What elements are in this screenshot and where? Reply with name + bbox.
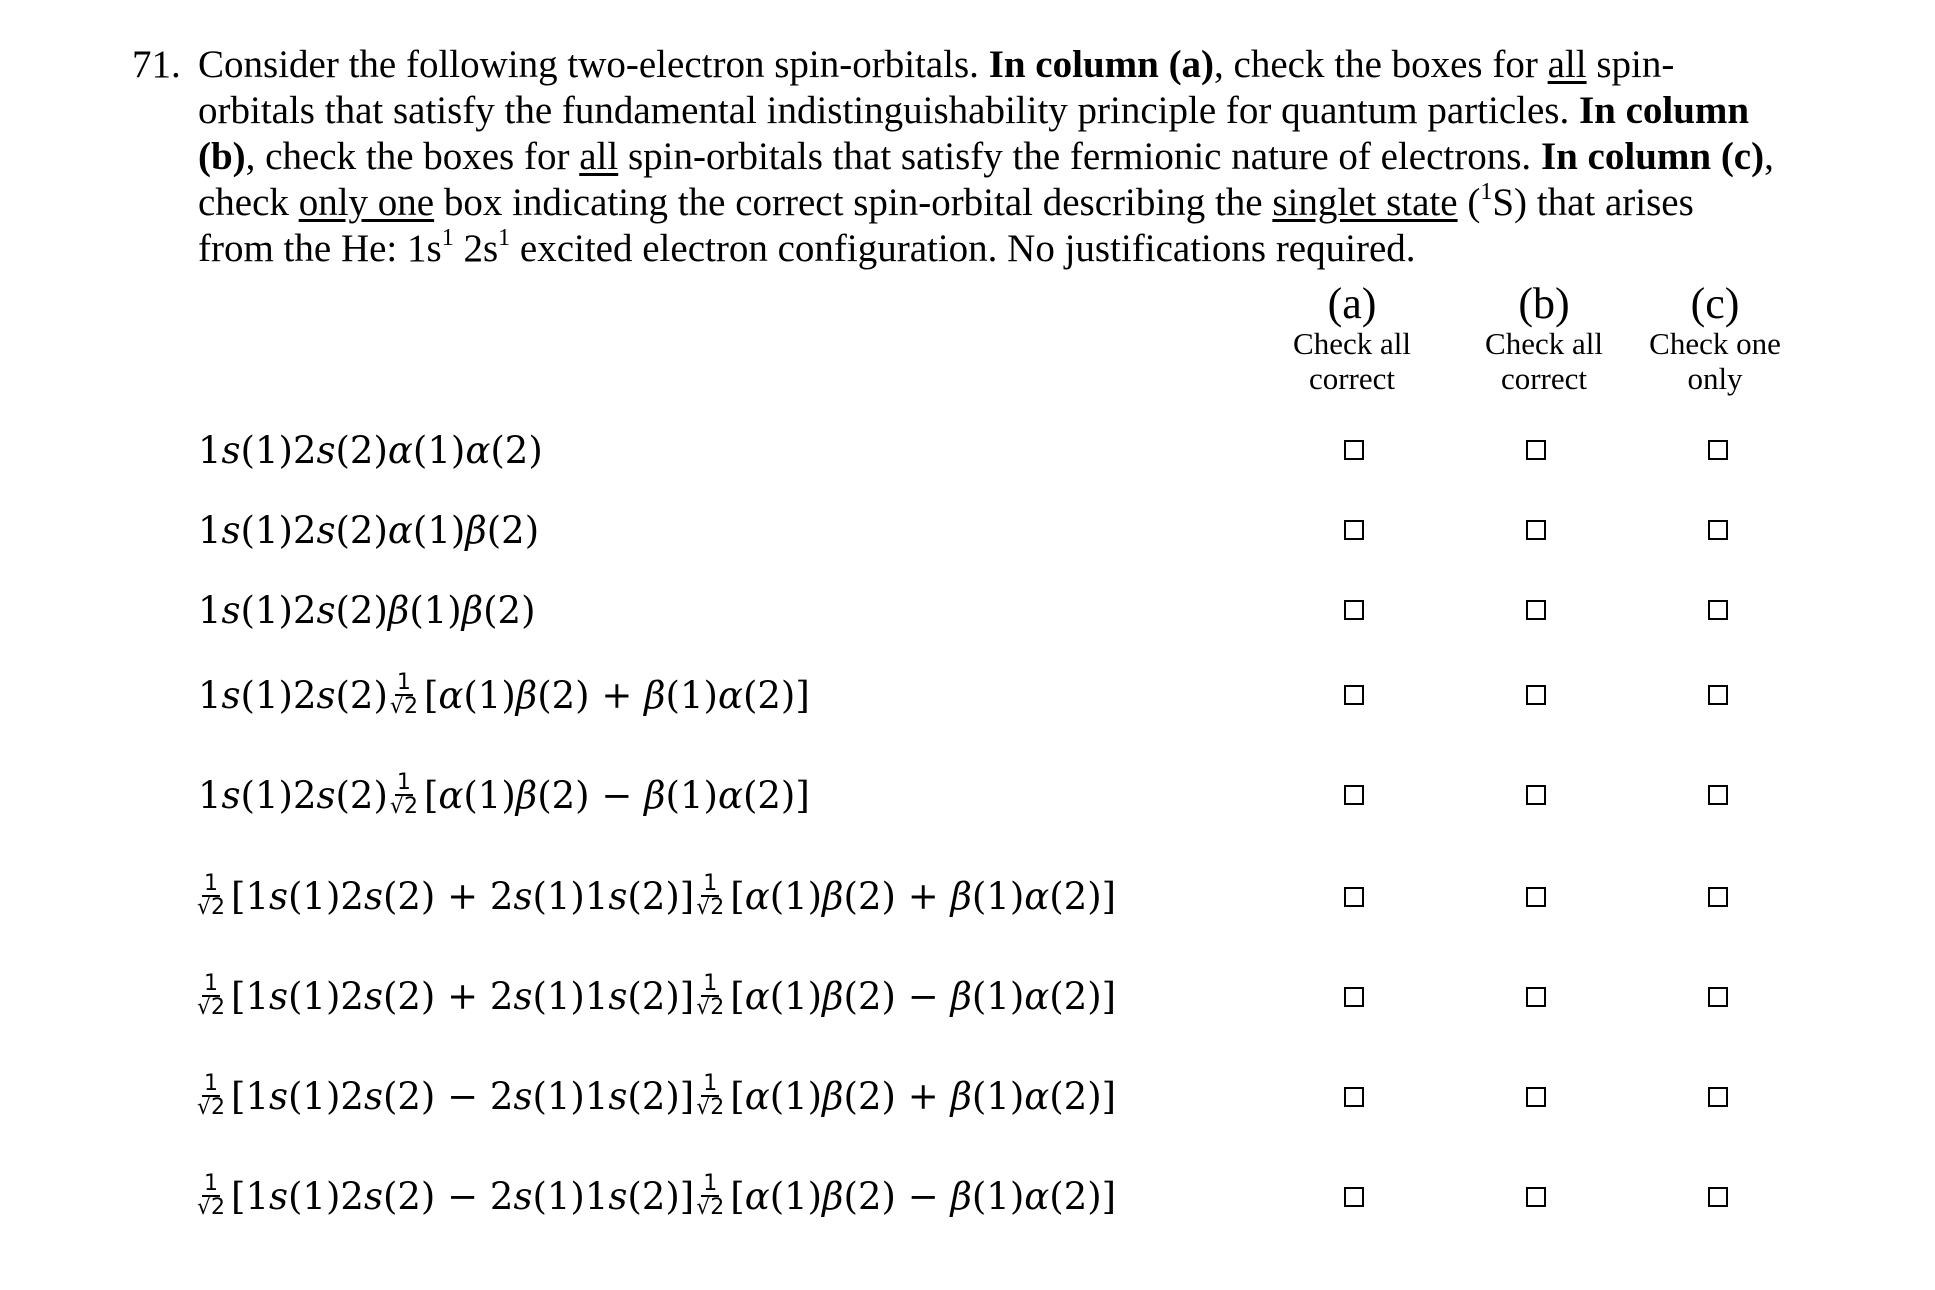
math-var: β <box>515 773 538 817</box>
math-text: (1)2 <box>288 974 364 1018</box>
checkbox-col-c[interactable] <box>1708 440 1728 460</box>
fraction-denominator: √2 <box>197 995 226 1020</box>
text-span: from the He: 1s <box>198 227 442 270</box>
text-span: Consider the following two-electron spin-orbitals. <box>198 43 989 86</box>
spin-orbital-row <box>195 866 1116 926</box>
text-span: ( <box>1457 181 1481 224</box>
math-var: β <box>461 588 484 632</box>
math-text: (1) <box>971 1174 1025 1218</box>
math-var: β <box>644 673 666 717</box>
math-var: s <box>269 1174 288 1218</box>
math-text: (2) <box>335 428 388 472</box>
math-var: s <box>363 1174 383 1218</box>
checkbox-col-b[interactable] <box>1526 887 1546 907</box>
math-var: α <box>1024 974 1050 1018</box>
emphasis: (b) <box>198 135 246 178</box>
math-var: β <box>950 974 972 1018</box>
math-var: β <box>387 588 410 632</box>
math-text: [ <box>730 1074 745 1118</box>
math-text: (2)] <box>627 874 695 918</box>
text-span: excited electron configuration. No justifications required. <box>510 227 1416 270</box>
text-span: spin-orbitals that satisfy the fermionic nature of electrons. <box>618 135 1541 178</box>
math-text: (1)2 <box>240 673 317 717</box>
math-text: (2) + 2 <box>382 974 514 1018</box>
fraction-one-over-root-two <box>696 973 724 1019</box>
superscript: 1 <box>498 225 511 251</box>
math-var: s <box>513 1174 533 1218</box>
underlined-text: only one <box>298 181 435 224</box>
text-span: spin- <box>1586 43 1675 86</box>
math-var: α <box>438 673 464 717</box>
math-text: (1) <box>665 673 718 717</box>
column-instruction: Check one <box>1649 326 1781 361</box>
math-text: [ <box>730 874 745 918</box>
math-text: (2) <box>486 508 540 552</box>
math-var: β <box>822 974 844 1018</box>
math-text: (2) + 2 <box>382 874 514 918</box>
fraction-one-over-root-two <box>390 772 418 818</box>
math-text: (1)2 <box>240 428 317 472</box>
math-var: s <box>608 974 628 1018</box>
fraction-numerator: 1 <box>703 971 718 996</box>
column-letter: (a) <box>1327 279 1377 328</box>
fraction-denominator: √2 <box>389 794 418 819</box>
math-var: α <box>717 673 743 717</box>
text-span: orbitals that satisfy the fundamental indistinguishability principle for quantum particles. <box>198 89 1579 132</box>
math-text: (2) − 2 <box>382 1174 514 1218</box>
checkbox-col-b[interactable] <box>1526 785 1546 805</box>
text-span: , check the boxes for <box>1214 43 1548 86</box>
checkbox-col-b[interactable] <box>1526 440 1546 460</box>
math-var: s <box>513 1074 533 1118</box>
question-line-3 <box>198 134 1822 180</box>
question-line-5 <box>198 226 1822 272</box>
math-var: α <box>1024 1074 1050 1118</box>
math-var: s <box>513 874 533 918</box>
math-var: s <box>608 874 628 918</box>
fraction-numerator: 1 <box>703 1171 718 1196</box>
math-var: s <box>316 673 336 717</box>
math-text: (2) <box>335 773 388 817</box>
column-instruction: correct <box>1308 361 1396 396</box>
column-header-a <box>1262 279 1442 396</box>
math-text: (1)2 <box>288 874 364 918</box>
spin-orbital-row <box>198 665 810 725</box>
math-text: (2)] <box>1049 974 1117 1018</box>
superscript: 1 <box>1480 179 1493 205</box>
math-var: β <box>822 1174 844 1218</box>
math-text: (1) <box>769 874 823 918</box>
question-text <box>198 42 1822 272</box>
math-text: (1)2 <box>240 508 317 552</box>
math-text: (1) <box>971 1074 1025 1118</box>
math-var: β <box>644 773 666 817</box>
math-text: (1)2 <box>288 1074 364 1118</box>
checkbox-col-b[interactable] <box>1526 1087 1546 1107</box>
spin-orbital-row <box>198 500 539 560</box>
spin-orbital-row <box>198 765 810 825</box>
math-text: (2)] <box>1049 1174 1117 1218</box>
math-text: (1) <box>769 1074 823 1118</box>
column-letter: (c) <box>1690 279 1740 328</box>
math-text: 1 <box>198 508 222 552</box>
fraction-denominator: √2 <box>389 694 418 719</box>
math-var: α <box>744 874 770 918</box>
math-text: (1) <box>971 874 1025 918</box>
math-text: (2) − <box>537 773 645 817</box>
checkbox-col-a[interactable] <box>1344 1187 1364 1207</box>
fraction-denominator: √2 <box>696 1195 725 1220</box>
fraction-one-over-root-two <box>197 1073 225 1119</box>
math-var: s <box>221 588 241 632</box>
math-text: (2) + <box>843 1074 951 1118</box>
checkbox-col-c[interactable] <box>1708 1087 1728 1107</box>
math-var: s <box>608 1074 628 1118</box>
math-text: [1 <box>231 1174 269 1218</box>
math-text: (2) <box>490 428 543 472</box>
text-span: , <box>1764 135 1774 178</box>
checkbox-col-c[interactable] <box>1708 520 1728 540</box>
math-text: [ <box>730 974 745 1018</box>
math-text: (2) <box>483 588 536 632</box>
math-var: β <box>950 874 972 918</box>
math-text: (2)] <box>742 673 810 717</box>
checkbox-col-b[interactable] <box>1526 600 1546 620</box>
math-text: (1) <box>409 588 462 632</box>
column-header-b <box>1454 279 1634 396</box>
math-text: (1)2 <box>240 773 317 817</box>
math-text: (2) <box>335 508 388 552</box>
math-text: [1 <box>231 1074 269 1118</box>
math-var: s <box>221 773 241 817</box>
spin-orbital-row <box>195 966 1116 1026</box>
checkbox-col-a[interactable] <box>1344 520 1364 540</box>
math-var: s <box>608 1174 628 1218</box>
math-text: (2) − <box>843 1174 951 1218</box>
math-text: (2)] <box>627 974 695 1018</box>
math-var: α <box>438 773 464 817</box>
text-span: box indicating the correct spin-orbital describing the <box>434 181 1273 224</box>
math-text: (2) <box>335 673 388 717</box>
checkbox-col-c[interactable] <box>1708 600 1728 620</box>
question-line-1 <box>198 42 1822 88</box>
fraction-numerator: 1 <box>204 1171 218 1196</box>
math-text: [ <box>423 673 439 717</box>
math-text: (1) <box>412 508 466 552</box>
math-text: (1) <box>463 773 516 817</box>
column-instruction: only <box>1687 361 1743 396</box>
text-span: 2s <box>453 227 499 270</box>
math-text: (1)1 <box>532 1174 609 1218</box>
math-var: β <box>465 508 487 552</box>
fraction-numerator: 1 <box>204 871 218 896</box>
math-var: s <box>269 974 288 1018</box>
fraction-one-over-root-two <box>197 1173 225 1219</box>
math-text: (2)] <box>627 1074 695 1118</box>
checkbox-col-b[interactable] <box>1526 685 1546 705</box>
math-var: α <box>1024 874 1050 918</box>
math-var: s <box>269 1074 288 1118</box>
fraction-numerator: 1 <box>703 871 718 896</box>
math-text: [ <box>730 1174 745 1218</box>
math-var: β <box>822 874 844 918</box>
fraction-denominator: √2 <box>197 1095 226 1120</box>
math-text: (2)] <box>742 773 810 817</box>
math-var: s <box>363 974 383 1018</box>
math-text: 1 <box>198 428 222 472</box>
checkbox-col-a[interactable] <box>1344 785 1364 805</box>
text-span: , check the boxes for <box>245 135 580 178</box>
fraction-numerator: 1 <box>396 670 411 695</box>
column-letter: (b) <box>1518 279 1570 328</box>
emphasis: In column (a) <box>988 43 1215 86</box>
checkbox-col-a[interactable] <box>1344 440 1364 460</box>
math-var: α <box>1024 1174 1050 1218</box>
fraction-one-over-root-two <box>197 973 225 1019</box>
checkbox-col-a[interactable] <box>1344 987 1364 1007</box>
math-text: (1) <box>463 673 516 717</box>
fraction-one-over-root-two <box>390 672 418 718</box>
math-text: (1) <box>769 1174 823 1218</box>
column-instruction: Check all <box>1485 326 1603 361</box>
underlined-text: singlet state <box>1272 181 1458 224</box>
math-var: s <box>316 508 336 552</box>
math-text: (1) <box>412 428 466 472</box>
math-var: s <box>316 773 336 817</box>
checkbox-col-b[interactable] <box>1526 1187 1546 1207</box>
fraction-denominator: √2 <box>197 895 226 920</box>
math-var: α <box>387 428 413 472</box>
checkbox-col-a[interactable] <box>1344 685 1364 705</box>
spin-orbital-row <box>195 1166 1116 1226</box>
math-text: (2)] <box>1049 874 1117 918</box>
fraction-numerator: 1 <box>703 1071 718 1096</box>
math-var: s <box>513 974 533 1018</box>
text-span: check <box>198 181 299 224</box>
math-text: (1) <box>971 974 1025 1018</box>
checkbox-col-c[interactable] <box>1708 685 1728 705</box>
math-var: s <box>316 588 336 632</box>
math-text: (2) + <box>843 874 951 918</box>
column-header-c <box>1625 279 1805 396</box>
math-var: α <box>744 1074 770 1118</box>
math-var: s <box>316 428 336 472</box>
spin-orbital-row <box>195 1066 1116 1126</box>
math-var: α <box>717 773 743 817</box>
fraction-denominator: √2 <box>696 895 725 920</box>
math-var: β <box>950 1074 972 1118</box>
math-text: [1 <box>231 974 269 1018</box>
question-number: 71. <box>132 43 181 86</box>
math-var: s <box>221 508 241 552</box>
column-instruction: Check all <box>1293 326 1411 361</box>
math-text: (2) − 2 <box>382 1074 514 1118</box>
math-var: α <box>387 508 413 552</box>
emphasis: In column <box>1578 89 1750 132</box>
checkbox-col-a[interactable] <box>1344 600 1364 620</box>
math-text: (1)2 <box>240 588 317 632</box>
math-text: (1)2 <box>288 1174 364 1218</box>
math-var: β <box>515 673 538 717</box>
math-text: (2) + <box>537 673 645 717</box>
math-text: (1)1 <box>532 1074 609 1118</box>
math-text: 1 <box>198 773 222 817</box>
math-text: [1 <box>231 874 269 918</box>
math-var: β <box>950 1174 972 1218</box>
checkbox-col-c[interactable] <box>1708 785 1728 805</box>
fraction-one-over-root-two <box>197 873 225 919</box>
math-var: s <box>269 874 288 918</box>
emphasis: In column (c) <box>1540 135 1765 178</box>
math-var: s <box>363 1074 383 1118</box>
math-text: 1 <box>198 588 222 632</box>
checkbox-col-a[interactable] <box>1344 887 1364 907</box>
fraction-numerator: 1 <box>396 770 411 795</box>
math-text: [ <box>423 773 439 817</box>
math-var: α <box>744 974 770 1018</box>
math-var: α <box>465 428 491 472</box>
spin-orbital-row <box>198 420 543 480</box>
fraction-numerator: 1 <box>204 971 218 996</box>
question-line-4 <box>198 180 1822 226</box>
math-var: s <box>363 874 383 918</box>
underlined-text: all <box>1547 43 1587 86</box>
math-var: s <box>221 673 241 717</box>
math-text: (1)1 <box>532 874 609 918</box>
spin-orbital-row <box>198 580 536 640</box>
column-instruction: correct <box>1500 361 1588 396</box>
fraction-numerator: 1 <box>204 1071 218 1096</box>
math-text: (2)] <box>1049 1074 1117 1118</box>
checkbox-col-a[interactable] <box>1344 1087 1364 1107</box>
superscript: 1 <box>441 225 454 251</box>
math-text: 1 <box>198 673 222 717</box>
fraction-denominator: √2 <box>696 1095 725 1120</box>
fraction-one-over-root-two <box>696 873 724 919</box>
math-text: (1) <box>769 974 823 1018</box>
checkbox-col-c[interactable] <box>1708 887 1728 907</box>
math-text: (1)1 <box>532 974 609 1018</box>
question-line-2 <box>198 88 1822 134</box>
math-text: (2)] <box>627 1174 695 1218</box>
checkbox-col-b[interactable] <box>1526 987 1546 1007</box>
math-var: s <box>221 428 241 472</box>
fraction-one-over-root-two <box>696 1173 724 1219</box>
fraction-denominator: √2 <box>696 995 725 1020</box>
checkbox-col-c[interactable] <box>1708 1187 1728 1207</box>
math-text: (1) <box>665 773 718 817</box>
underlined-text: all <box>579 135 619 178</box>
math-var: β <box>822 1074 844 1118</box>
checkbox-col-b[interactable] <box>1526 520 1546 540</box>
checkbox-col-c[interactable] <box>1708 987 1728 1007</box>
fraction-one-over-root-two <box>696 1073 724 1119</box>
text-span: S) that arises <box>1492 181 1694 224</box>
math-var: α <box>744 1174 770 1218</box>
fraction-denominator: √2 <box>197 1195 226 1220</box>
math-text: (2) <box>335 588 388 632</box>
math-text: (2) − <box>843 974 951 1018</box>
